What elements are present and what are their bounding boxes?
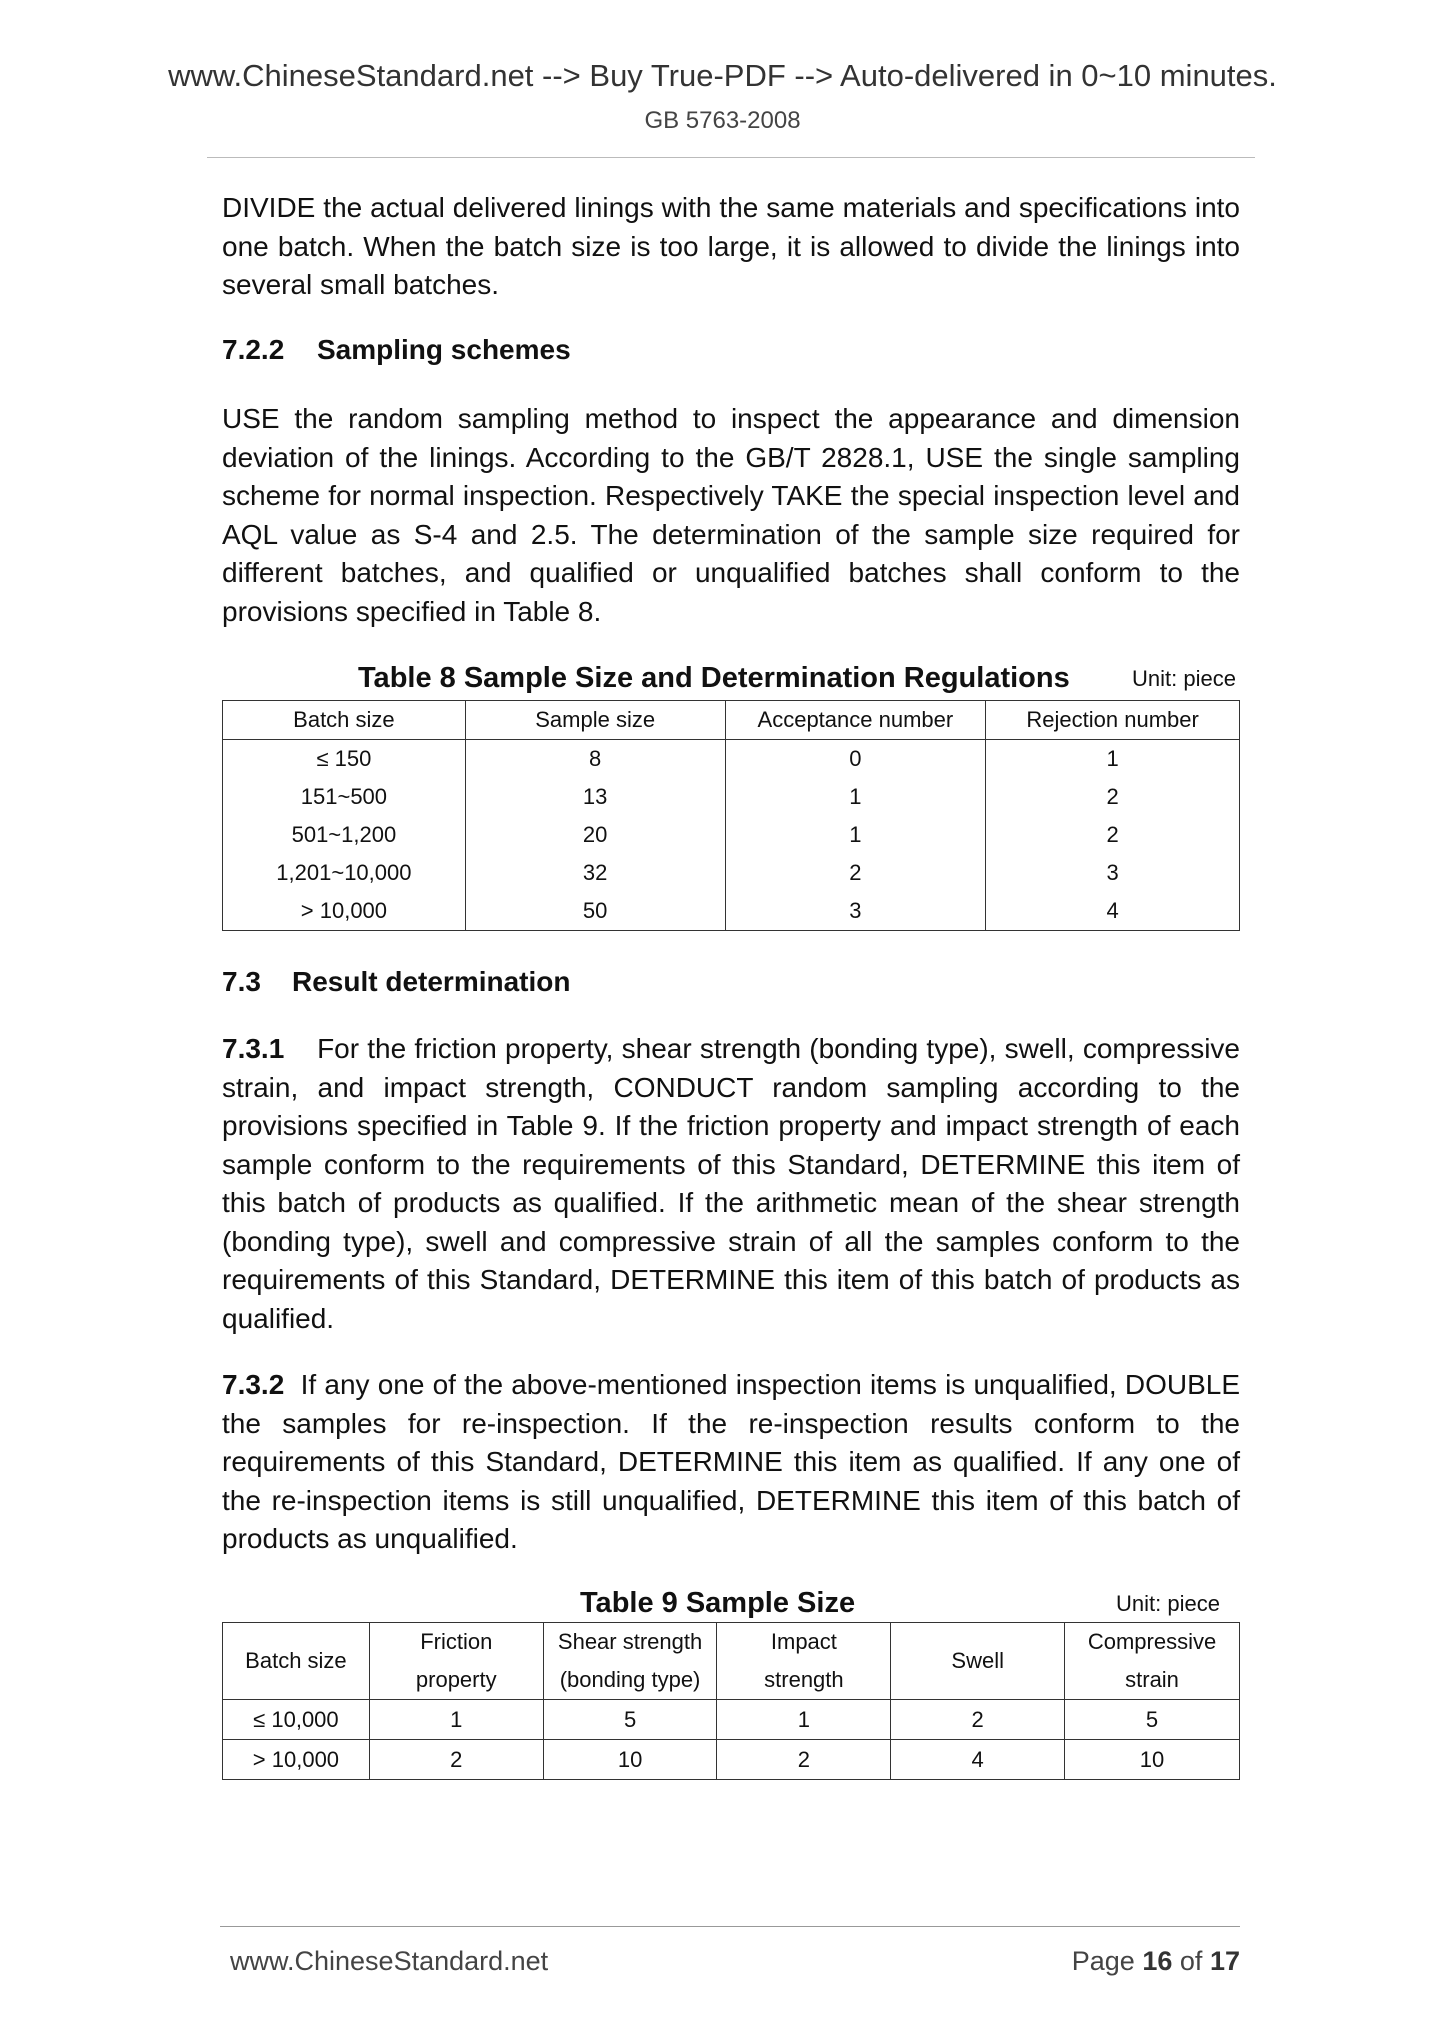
column-header: Sample size	[465, 701, 725, 740]
section-7-2-2-heading	[222, 334, 571, 366]
table-8-caption: Table 8 Sample Size and Determination Regulations	[358, 662, 1070, 694]
table-row	[223, 816, 1240, 854]
table-cell: 10	[1065, 1740, 1240, 1780]
table-cell: 1,201~10,000	[223, 854, 466, 892]
column-header: Acceptance number	[725, 701, 986, 740]
clause-text: For the friction property, shear strength (bonding type), swell, compressive strain, and impact strength, CONDUCT random sampling according to the provisions specified in Table 9. If the friction property and impact strength of each sample conform to the requirements of this Standard, DETERMINE this item of this batch of products as qualified. If the arithmetic mean of the shear strength (bonding type), swell and compressive strain of all the samples conform to the requirements of this Standard, DETERMINE this item of this batch of products as qualified.	[222, 1033, 1240, 1334]
table-cell: 32	[465, 854, 725, 892]
table-cell: 2	[891, 1700, 1065, 1740]
column-header: Friction property	[369, 1623, 543, 1700]
section-7-3-heading	[222, 966, 570, 998]
table-cell: 2	[986, 816, 1240, 854]
document-code: GB 5763-2008	[644, 107, 801, 134]
table-cell: 8	[465, 740, 725, 779]
section-number: 7.3	[222, 966, 261, 997]
table-cell: 1	[717, 1700, 891, 1740]
total-pages: 17	[1209, 1946, 1240, 1976]
table-row	[223, 740, 1240, 779]
current-page: 16	[1142, 1946, 1173, 1976]
table-cell: 4	[986, 892, 1240, 931]
table-8	[222, 700, 1240, 931]
table-cell: > 10,000	[223, 892, 466, 931]
column-header: Batch size	[223, 1623, 370, 1700]
table-cell: 5	[1065, 1700, 1240, 1740]
table-8-unit: Unit: piece	[1132, 666, 1236, 691]
section-7-3-2-paragraph	[222, 1366, 1240, 1559]
clause-text: If any one of the above-mentioned inspection items is unqualified, DOUBLE the samples for re-inspection. If the re-inspection results conform to the requirements of this Standard, DETERMINE this item as qualified. If any one of the re-inspection items is still unqualified, DETERMINE this item of this batch of products as unqualified.	[222, 1369, 1241, 1554]
clause-number: 7.3.1	[222, 1033, 285, 1064]
table-row	[223, 778, 1240, 816]
table-cell: > 10,000	[223, 1740, 370, 1780]
table-cell: 50	[465, 892, 725, 931]
header-banner[interactable]: www.ChineseStandard.net --> Buy True-PDF --> Auto-delivered in 0~10 minutes.	[168, 58, 1277, 93]
column-header: Swell	[891, 1623, 1065, 1700]
table-9-unit: Unit: piece	[1116, 1591, 1220, 1616]
section-number: 7.2.2	[222, 334, 285, 365]
table-cell: 13	[465, 778, 725, 816]
table-row	[223, 854, 1240, 892]
header-divider	[207, 157, 1255, 158]
table-cell: 151~500	[223, 778, 466, 816]
column-header: Impact strength	[717, 1623, 891, 1700]
section-7-2-2-paragraph: USE the random sampling method to inspect the appearance and dimension deviation of the linings. According to the GB/T 2828.1, USE the single sampling scheme for normal inspection. Respectively TAKE the special inspection level and AQL value as S-4 and 2.5. The determination of the sample size required for different batches, and qualified or unqualified batches shall conform to the provisions specified in Table 8.	[222, 403, 1240, 627]
table-cell: 10	[543, 1740, 717, 1780]
column-header: Batch size	[223, 701, 466, 740]
table-cell: 2	[717, 1740, 891, 1780]
table-row	[223, 892, 1240, 931]
table-cell: 3	[725, 892, 986, 931]
table-cell: 4	[891, 1740, 1065, 1780]
column-header: Compressive strain	[1065, 1623, 1240, 1700]
section-title: Result determination	[292, 966, 571, 997]
clause-number: 7.3.2	[222, 1369, 285, 1400]
footer-divider	[220, 1926, 1240, 1927]
table-cell: 3	[986, 854, 1240, 892]
table-9-caption: Table 9 Sample Size	[580, 1587, 856, 1619]
table-header-row	[223, 1623, 1240, 1700]
column-header: Rejection number	[986, 701, 1240, 740]
table-cell: 1	[986, 740, 1240, 779]
intro-paragraph: DIVIDE the actual delivered linings with the same materials and specifications into one batch. When the batch size is too large, it is allowed to divide the linings into several small batches.	[222, 192, 1240, 300]
table-cell: 5	[543, 1700, 717, 1740]
table-cell: 2	[986, 778, 1240, 816]
footer-site-link[interactable]: www.ChineseStandard.net	[230, 1946, 549, 1976]
table-cell: 2	[369, 1740, 543, 1780]
table-cell: ≤ 150	[223, 740, 466, 779]
table-cell: 501~1,200	[223, 816, 466, 854]
table-cell: 1	[725, 778, 986, 816]
table-cell: 20	[465, 816, 725, 854]
table-cell: 2	[725, 854, 986, 892]
table-row	[223, 1700, 1240, 1740]
table-cell: 1	[725, 816, 986, 854]
column-header: Shear strength (bonding type)	[543, 1623, 717, 1700]
table-cell: 0	[725, 740, 986, 779]
section-title: Sampling schemes	[317, 334, 571, 365]
table-row	[223, 1740, 1240, 1780]
page-indicator: Page 16 of 17	[1071, 1946, 1240, 1976]
table-header-row	[223, 701, 1240, 740]
table-cell: ≤ 10,000	[223, 1700, 370, 1740]
section-7-3-1-paragraph	[222, 1030, 1240, 1338]
table-cell: 1	[369, 1700, 543, 1740]
table-9	[222, 1622, 1240, 1780]
